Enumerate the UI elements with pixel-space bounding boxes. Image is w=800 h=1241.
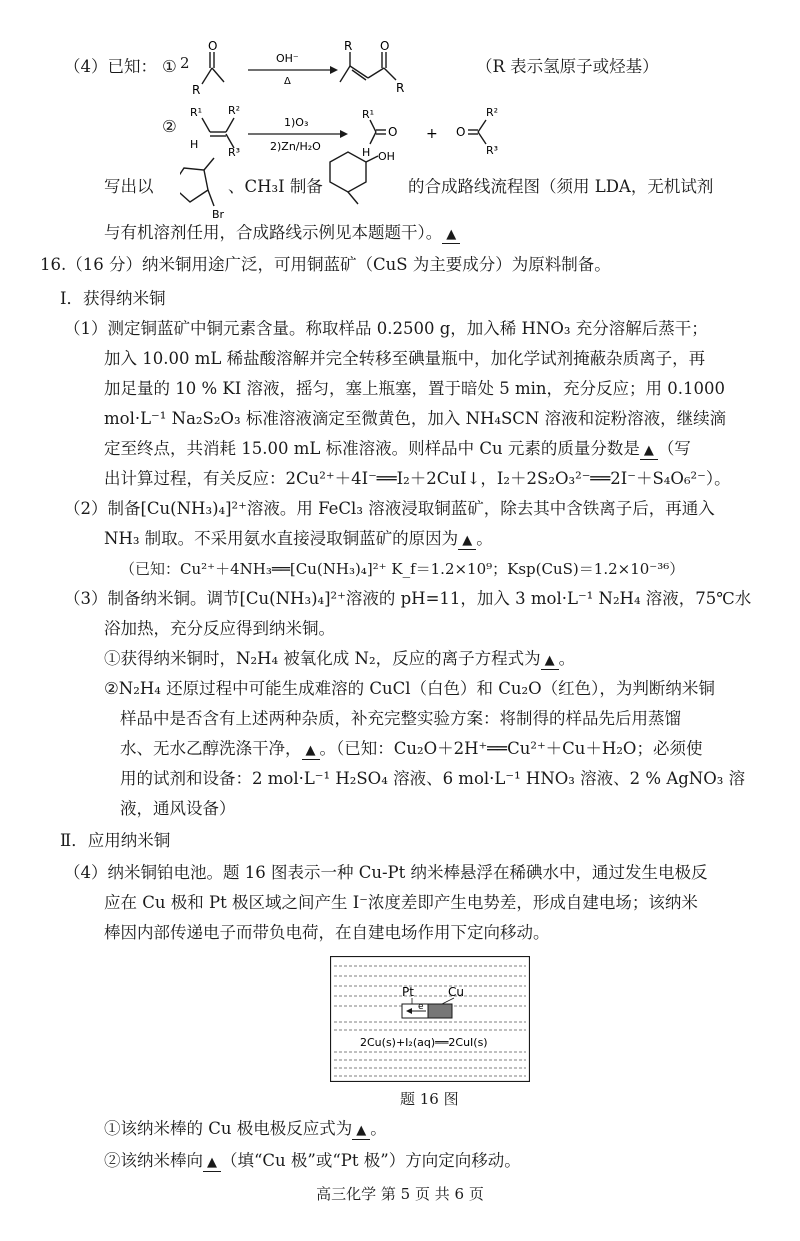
- q16-4-sub1-end: 。: [370, 1119, 387, 1138]
- q16-1-line: mol·L⁻¹ Na₂S₂O₃ 标准溶液滴定至微黄色，加入 NH₄SCN 溶液和淀粉溶液，继续滴: [104, 409, 727, 428]
- q16-3-line1: （3）制备纳米铜。调节[Cu(NH₃)₄]²⁺溶液的 pH=11，加入 3 mol·L⁻¹ N₂H₄ 溶液，75℃水: [64, 589, 752, 608]
- task-prefix: 写出以: [104, 177, 154, 196]
- cu-segment: [428, 1004, 452, 1018]
- q16-3-sub2-line3: [120, 738, 702, 760]
- enone-r-label-bottom: R: [396, 81, 405, 95]
- answer-blank-q16-3-2[interactable]: [302, 741, 320, 760]
- answer-blank-q4[interactable]: [442, 225, 460, 244]
- q16-2-line2-end: 。: [476, 529, 493, 548]
- ketone2-r3-label: R³: [486, 144, 499, 157]
- q16-1-after-blank: （写: [657, 439, 691, 458]
- alkene-r3-label: R³: [228, 146, 241, 159]
- q16-4-line: （4）纳米铜铂电池。题 16 图表示一种 Cu-Pt 纳米棒悬浮在稀碘水中，通过发生电极反: [64, 863, 708, 882]
- product-aldehyde-structure: [370, 120, 386, 144]
- q16-1-line: [104, 438, 691, 460]
- reaction1-reagent: OH⁻: [276, 52, 299, 65]
- reaction1-circle: ①: [162, 57, 177, 76]
- product-ketone-structure: [468, 120, 486, 144]
- part2-title: Ⅱ．应用纳米铜: [60, 831, 171, 850]
- q16-3-sub2-line: 样品中是否含有上述两种杂质，补充完整实验方案：将制得的样品先后用蒸馏: [120, 709, 681, 728]
- q16-2-line2-text: NH₃ 制取。不采用氨水直接浸取铜蓝矿的原因为: [104, 529, 459, 548]
- triangle-marker-icon: ▲: [207, 1155, 217, 1170]
- product-enone-structure: [340, 52, 396, 82]
- triangle-marker-icon: ▲: [305, 743, 316, 758]
- answer-blank-q16-3-1[interactable]: [541, 651, 559, 670]
- q16-4-line: 应在 Cu 极和 Pt 极区域之间产生 I⁻浓度差即产生电势差，形成自建电场；该纳米: [104, 893, 698, 912]
- task-line2-text: 与有机溶剂任用，合成路线示例见本题题干）。: [104, 223, 443, 242]
- q16-4-sub2: [104, 1150, 521, 1172]
- reaction1-coefficient: 2: [180, 54, 190, 72]
- q16-header: 16.（16 分）纳米铜用途广泛，可用铜蓝矿（CuS 为主要成分）为原料制备。: [40, 255, 611, 274]
- q16-1-reactions: 出计算过程，有关反应：2Cu²⁺＋4I⁻══I₂＋2CuI↓，I₂＋2S₂O₃²⁻══2I⁻＋S₄O₆²⁻）。: [104, 469, 731, 488]
- triangle-marker-icon: ▲: [462, 533, 473, 548]
- q16-1-line: 加入 10.00 mL 稀盐酸溶解并完全转移至碘量瓶中，加化学试剂掩蔽杂质离子，再: [104, 349, 706, 368]
- figure-equation: 2Cu(s)+I₂(aq)══2CuI(s): [360, 1036, 488, 1049]
- reactant-ketone-structure: [202, 52, 224, 84]
- alkene-r2-label: R²: [228, 104, 241, 117]
- q16-1-line-text: 定至终点，共消耗 15.00 mL 标准溶液。则样品中 Cu 元素的质量分数是: [104, 439, 640, 458]
- cu-label: Cu: [448, 985, 464, 999]
- pt-label: Pt: [402, 985, 414, 999]
- target-structure: [330, 152, 378, 204]
- q16-3-sub2-line3-b: 。（已知：Cu₂O＋2H⁺══Cu²⁺＋Cu＋H₂O；必须使: [319, 739, 703, 758]
- answer-blank-q16-1[interactable]: [640, 441, 658, 460]
- alkene-r1-label: R¹: [190, 106, 203, 119]
- aldehyde-o-label: O: [388, 125, 398, 139]
- q16-3-sub2-line: ②N₂H₄ 还原过程中可能生成难溶的 CuCl（白色）和 Cu₂O（红色），为判断纳米铜: [104, 679, 715, 698]
- start-br-label: Br: [212, 208, 225, 221]
- starting-material-structure: [180, 158, 214, 206]
- reactant-alkene-structure: [202, 118, 234, 148]
- reaction2-reagent1: 1)O₃: [284, 116, 309, 129]
- ketone2-r2-label: R²: [486, 106, 499, 119]
- electron-label: e: [418, 1002, 424, 1012]
- q16-3-sub2-line: 液，通风设备）: [120, 799, 236, 818]
- answer-blank-q16-2[interactable]: [458, 531, 476, 550]
- q16-3-line2: 浴加热，充分反应得到纳米铜。: [104, 619, 335, 638]
- q16-3-sub1-end: 。: [558, 649, 576, 668]
- q16-3-sub1: [104, 648, 575, 670]
- q16-3-sub2-line3-a: 水、无水乙醇洗涤干净，: [120, 739, 302, 758]
- ketone-r-label: R: [192, 83, 201, 97]
- q16-2-line2: [104, 528, 493, 550]
- triangle-marker-icon: ▲: [643, 443, 654, 458]
- plus-sign: +: [426, 126, 438, 142]
- enone-o-label: O: [380, 39, 390, 53]
- ketone-o-label: O: [208, 39, 218, 53]
- ketone2-o-label: O: [456, 125, 466, 139]
- triangle-marker-icon: ▲: [356, 1123, 367, 1138]
- q16-1-line: 加足量的 10 % KI 溶液，摇匀，塞上瓶塞，置于暗处 5 min，充分反应；用 0.1000: [104, 379, 726, 398]
- q16-4-sub2-a: ②该纳米棒向: [104, 1151, 203, 1170]
- enone-r-label-top: R: [344, 39, 353, 53]
- q4-label: （4）已知：: [64, 57, 157, 76]
- q16-1-line: （1）测定铜蓝矿中铜元素含量。称取样品 0.2500 g，加入稀 HNO₃ 充分溶解后蒸干；: [64, 319, 708, 338]
- page-footer: 高三化学 第 5 页 共 6 页: [316, 1185, 484, 1203]
- q16-3-sub1-text: ①获得纳米铜时，N₂H₄ 被氧化成 N₂，反应的离子方程式为: [104, 649, 541, 668]
- q16-4-line: 棒因内部传递电子而带负电荷，在自建电场作用下定向移动。: [104, 923, 550, 942]
- target-oh-label: OH: [378, 150, 395, 163]
- q16-3-sub2-line: 用的试剂和设备：2 mol·L⁻¹ H₂SO₄ 溶液、6 mol·L⁻¹ HNO₃ 溶液、2 % AgNO₃ 溶: [120, 769, 746, 788]
- alkene-h-label: H: [190, 138, 199, 151]
- figure-16: [330, 956, 530, 1082]
- task-mid: 、CH₃I 制备: [228, 177, 323, 196]
- triangle-marker-icon: ▲: [446, 227, 457, 242]
- aldehyde-r1-label: R¹: [362, 108, 375, 121]
- q16-4-sub1: [104, 1118, 387, 1140]
- aldehyde-h-label: H: [362, 146, 371, 159]
- q16-4-sub2-b: （填“Cu 极”或“Pt 极”）方向定向移动。: [221, 1151, 521, 1170]
- figure-caption: 题 16 图: [400, 1090, 459, 1108]
- reaction1-condition: Δ: [284, 76, 291, 87]
- task-line2: [104, 222, 460, 244]
- q16-2-line1: （2）制备[Cu(NH₃)₄]²⁺溶液。用 FeCl₃ 溶液浸取铜蓝矿，除去其中含铁离子后，再通入: [64, 499, 715, 518]
- q16-2-known: （已知：Cu²⁺＋4NH₃══[Cu(NH₃)₄]²⁺ K_f＝1.2×10⁹；Ksp(CuS)＝1.2×10⁻³⁶）: [120, 560, 685, 578]
- reaction2-reagent2: 2)Zn/H₂O: [270, 140, 321, 153]
- part1-title: Ⅰ．获得纳米铜: [60, 289, 166, 308]
- triangle-marker-icon: ▲: [544, 653, 555, 668]
- q16-4-sub1-text: ①该纳米棒的 Cu 极电极反应式为: [104, 1119, 353, 1138]
- answer-blank-q16-4-1[interactable]: [352, 1121, 370, 1140]
- task-suffix: 的合成路线流程图（须用 LDA，无机试剂: [408, 177, 714, 196]
- reaction1-note: （R 表示氢原子或烃基）: [476, 57, 659, 76]
- answer-blank-q16-4-2[interactable]: [203, 1153, 221, 1172]
- reaction2-circle: ②: [162, 117, 177, 136]
